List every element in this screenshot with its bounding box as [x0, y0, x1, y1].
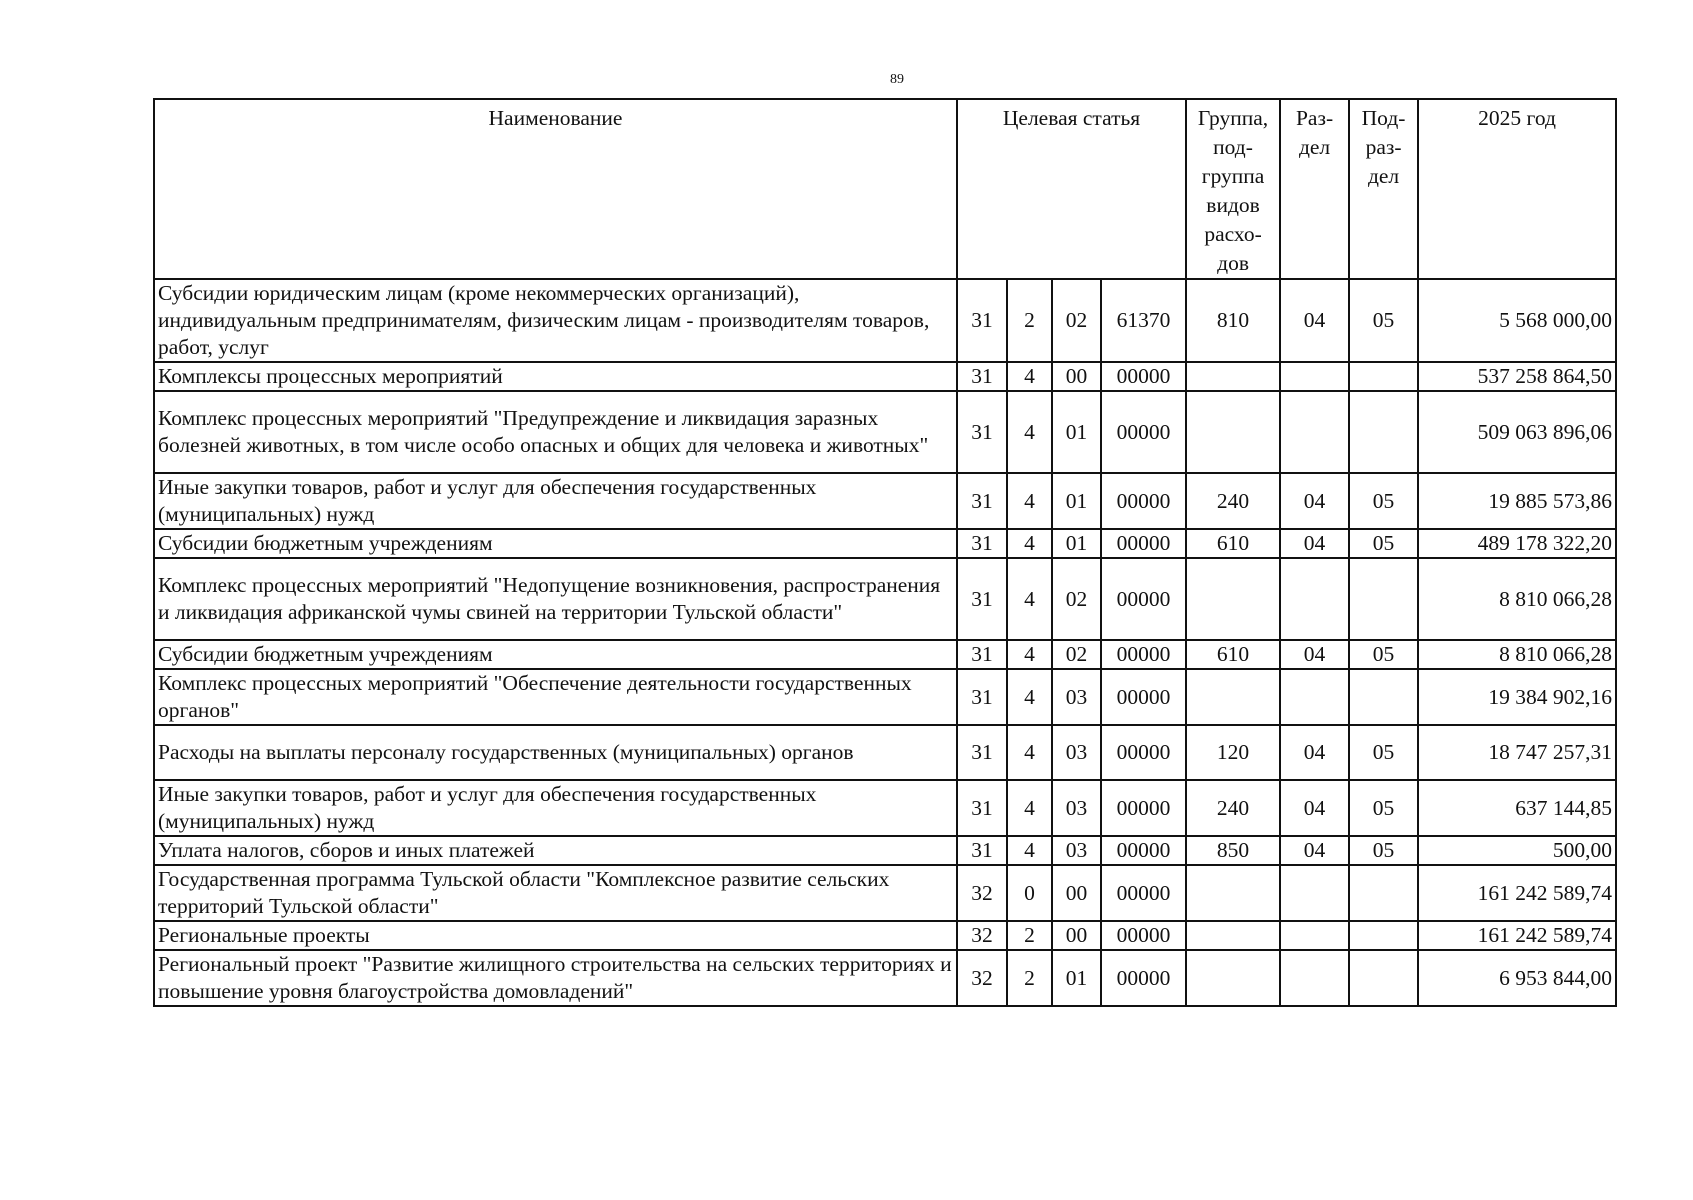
target-article-direction: 61370 [1101, 279, 1186, 362]
subsection-code: 05 [1349, 529, 1418, 558]
target-article-direction: 00000 [1101, 865, 1186, 921]
target-article-program: 31 [957, 279, 1007, 362]
target-article-type: 4 [1007, 836, 1052, 865]
target-article-direction: 00000 [1101, 725, 1186, 780]
item-name: Субсидии бюджетным учреждениям [154, 640, 957, 669]
section-code [1280, 921, 1349, 950]
target-article-direction: 00000 [1101, 836, 1186, 865]
target-article-direction: 00000 [1101, 640, 1186, 669]
section-code [1280, 558, 1349, 640]
target-article-program: 32 [957, 950, 1007, 1006]
target-article-direction: 00000 [1101, 362, 1186, 391]
target-article-type: 0 [1007, 865, 1052, 921]
section-code [1280, 362, 1349, 391]
target-article-structure: 03 [1052, 669, 1101, 725]
table-row [154, 921, 1616, 950]
section-code: 04 [1280, 836, 1349, 865]
target-article-structure: 00 [1052, 362, 1101, 391]
expense-group-code: 240 [1186, 780, 1280, 836]
target-article-structure: 03 [1052, 725, 1101, 780]
amount-2025: 5 568 000,00 [1418, 279, 1616, 362]
amount-2025: 489 178 322,20 [1418, 529, 1616, 558]
section-code: 04 [1280, 529, 1349, 558]
target-article-type: 2 [1007, 921, 1052, 950]
target-article-type: 4 [1007, 391, 1052, 473]
item-name: Уплата налогов, сборов и иных платежей [154, 836, 957, 865]
amount-2025: 8 810 066,28 [1418, 558, 1616, 640]
target-article-program: 31 [957, 362, 1007, 391]
table-row [154, 836, 1616, 865]
table-row [154, 529, 1616, 558]
target-article-direction: 00000 [1101, 391, 1186, 473]
subsection-code: 05 [1349, 780, 1418, 836]
target-article-program: 31 [957, 640, 1007, 669]
item-name: Иные закупки товаров, работ и услуг для обеспечения государственных (муниципальных) нужд [154, 780, 957, 836]
table-body [154, 279, 1616, 1006]
table-row [154, 640, 1616, 669]
expense-group-code [1186, 865, 1280, 921]
target-article-type: 2 [1007, 279, 1052, 362]
target-article-structure: 02 [1052, 640, 1101, 669]
target-article-program: 31 [957, 725, 1007, 780]
subsection-code [1349, 950, 1418, 1006]
target-article-type: 4 [1007, 362, 1052, 391]
subsection-code: 05 [1349, 279, 1418, 362]
expense-group-code: 610 [1186, 529, 1280, 558]
section-code [1280, 950, 1349, 1006]
target-article-program: 31 [957, 391, 1007, 473]
amount-2025: 6 953 844,00 [1418, 950, 1616, 1006]
subsection-code [1349, 669, 1418, 725]
target-article-structure: 01 [1052, 473, 1101, 529]
item-name: Государственная программа Тульской области "Комплексное развитие сельских территорий Тульской области" [154, 865, 957, 921]
item-name: Региональный проект "Развитие жилищного строительства на сельских территориях и повышение уровня благоустройства домовладений" [154, 950, 957, 1006]
target-article-type: 4 [1007, 725, 1052, 780]
target-article-structure: 01 [1052, 391, 1101, 473]
target-article-structure: 01 [1052, 529, 1101, 558]
section-code: 04 [1280, 473, 1349, 529]
section-code: 04 [1280, 279, 1349, 362]
amount-2025: 500,00 [1418, 836, 1616, 865]
subsection-code [1349, 865, 1418, 921]
target-article-structure: 02 [1052, 558, 1101, 640]
target-article-direction: 00000 [1101, 950, 1186, 1006]
item-name: Субсидии бюджетным учреждениям [154, 529, 957, 558]
target-article-structure: 03 [1052, 780, 1101, 836]
target-article-direction: 00000 [1101, 780, 1186, 836]
item-name: Субсидии юридическим лицам (кроме некоммерческих организаций), индивидуальным предпринимателям, физическим лицам - производителям товаров, работ, услуг [154, 279, 957, 362]
section-code [1280, 865, 1349, 921]
header-subsection: Под-раз-дел [1349, 99, 1418, 279]
header-expense-group: Группа, под-группа видов расхо-дов [1186, 99, 1280, 279]
item-name: Комплекс процессных мероприятий "Обеспечение деятельности государственных органов" [154, 669, 957, 725]
header-target-article: Целевая статья [957, 99, 1186, 279]
section-code: 04 [1280, 640, 1349, 669]
target-article-structure: 00 [1052, 921, 1101, 950]
section-code: 04 [1280, 725, 1349, 780]
target-article-program: 31 [957, 836, 1007, 865]
expense-group-code [1186, 391, 1280, 473]
target-article-structure: 03 [1052, 836, 1101, 865]
target-article-type: 4 [1007, 473, 1052, 529]
item-name: Комплекс процессных мероприятий "Недопущение возникновения, распространения и ликвидация африканской чумы свиней на территории Тульской области" [154, 558, 957, 640]
expense-group-code: 240 [1186, 473, 1280, 529]
page-number: 89 [890, 72, 904, 87]
target-article-type: 4 [1007, 558, 1052, 640]
target-article-program: 31 [957, 558, 1007, 640]
subsection-code: 05 [1349, 473, 1418, 529]
amount-2025: 161 242 589,74 [1418, 865, 1616, 921]
target-article-program: 31 [957, 473, 1007, 529]
amount-2025: 19 384 902,16 [1418, 669, 1616, 725]
item-name: Расходы на выплаты персоналу государственных (муниципальных) органов [154, 725, 957, 780]
target-article-structure: 02 [1052, 279, 1101, 362]
expense-group-code [1186, 950, 1280, 1006]
expense-group-code [1186, 669, 1280, 725]
header-name: Наименование [154, 99, 957, 279]
subsection-code [1349, 921, 1418, 950]
target-article-type: 4 [1007, 529, 1052, 558]
target-article-direction: 00000 [1101, 921, 1186, 950]
section-code: 04 [1280, 780, 1349, 836]
amount-2025: 18 747 257,31 [1418, 725, 1616, 780]
target-article-direction: 00000 [1101, 473, 1186, 529]
target-article-program: 31 [957, 669, 1007, 725]
amount-2025: 637 144,85 [1418, 780, 1616, 836]
header-row [154, 99, 1616, 279]
target-article-program: 32 [957, 921, 1007, 950]
amount-2025: 19 885 573,86 [1418, 473, 1616, 529]
section-code [1280, 669, 1349, 725]
subsection-code [1349, 391, 1418, 473]
table-row [154, 669, 1616, 725]
target-article-direction: 00000 [1101, 529, 1186, 558]
expense-group-code: 120 [1186, 725, 1280, 780]
subsection-code: 05 [1349, 725, 1418, 780]
expense-group-code [1186, 362, 1280, 391]
subsection-code: 05 [1349, 836, 1418, 865]
amount-2025: 509 063 896,06 [1418, 391, 1616, 473]
header-year: 2025 год [1418, 99, 1616, 279]
amount-2025: 537 258 864,50 [1418, 362, 1616, 391]
table-row [154, 725, 1616, 780]
target-article-type: 4 [1007, 669, 1052, 725]
target-article-program: 32 [957, 865, 1007, 921]
target-article-program: 31 [957, 529, 1007, 558]
table-row [154, 362, 1616, 391]
expense-group-code [1186, 921, 1280, 950]
table-row [154, 279, 1616, 362]
expense-group-code: 850 [1186, 836, 1280, 865]
target-article-program: 31 [957, 780, 1007, 836]
subsection-code [1349, 558, 1418, 640]
table-row [154, 391, 1616, 473]
target-article-direction: 00000 [1101, 669, 1186, 725]
expense-group-code: 610 [1186, 640, 1280, 669]
amount-2025: 8 810 066,28 [1418, 640, 1616, 669]
header-section: Раз-дел [1280, 99, 1349, 279]
expense-group-code: 810 [1186, 279, 1280, 362]
target-article-structure: 01 [1052, 950, 1101, 1006]
section-code [1280, 391, 1349, 473]
item-name: Комплексы процессных мероприятий [154, 362, 957, 391]
budget-table [153, 98, 1617, 1007]
table-row [154, 558, 1616, 640]
table-row [154, 865, 1616, 921]
target-article-type: 4 [1007, 780, 1052, 836]
target-article-type: 2 [1007, 950, 1052, 1006]
table-row [154, 950, 1616, 1006]
item-name: Региональные проекты [154, 921, 957, 950]
amount-2025: 161 242 589,74 [1418, 921, 1616, 950]
item-name: Иные закупки товаров, работ и услуг для обеспечения государственных (муниципальных) нужд [154, 473, 957, 529]
subsection-code [1349, 362, 1418, 391]
target-article-type: 4 [1007, 640, 1052, 669]
expense-group-code [1186, 558, 1280, 640]
target-article-structure: 00 [1052, 865, 1101, 921]
target-article-direction: 00000 [1101, 558, 1186, 640]
item-name: Комплекс процессных мероприятий "Предупреждение и ликвидация заразных болезней животных, в том числе особо опасных и общих для человека и животных" [154, 391, 957, 473]
table-row [154, 473, 1616, 529]
table-row [154, 780, 1616, 836]
subsection-code: 05 [1349, 640, 1418, 669]
